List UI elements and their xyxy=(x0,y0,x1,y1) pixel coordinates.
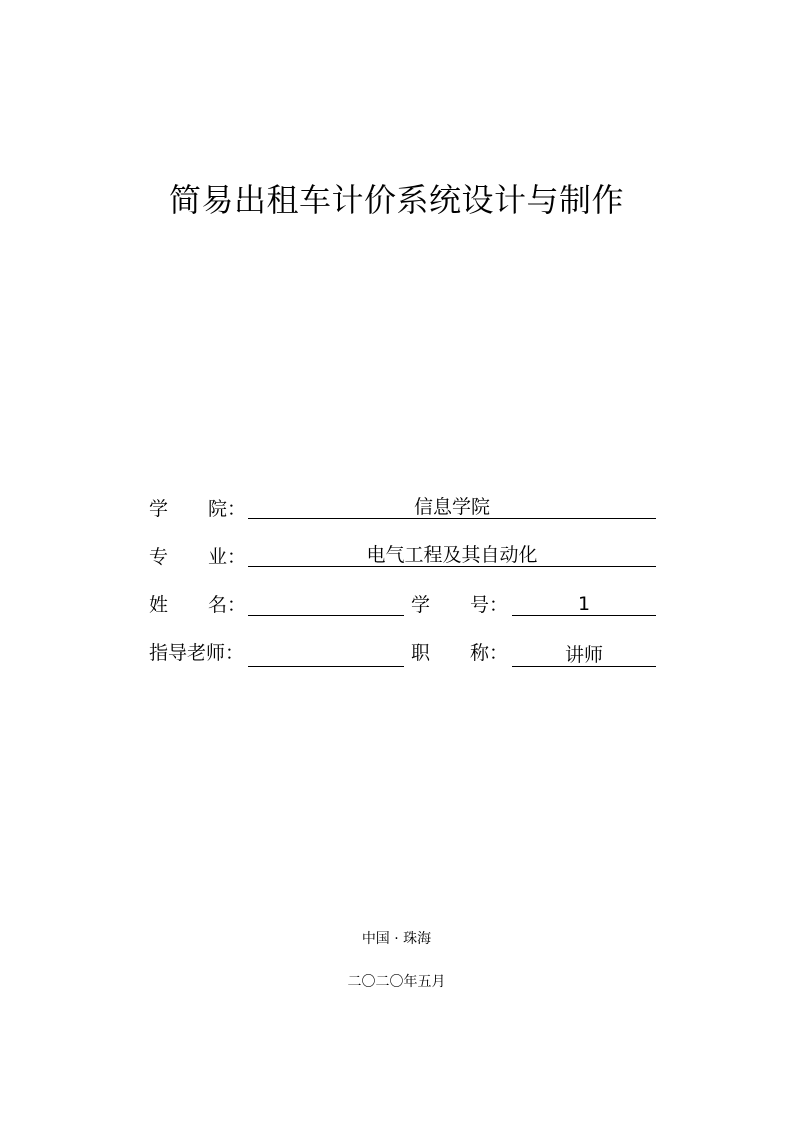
student-id-label-second: 号： xyxy=(470,594,509,616)
name-label-first: 姓 xyxy=(149,594,169,616)
major-label-second: 业： xyxy=(208,546,247,568)
advisor-field xyxy=(248,643,404,667)
footer-location: 中国 · 珠海 xyxy=(361,931,432,947)
major-field: 电气工程及其自动化 xyxy=(248,543,656,567)
college-label-first: 学 xyxy=(149,498,169,520)
advisor-label: 指导老师： xyxy=(149,642,245,664)
major-label-first: 专 xyxy=(149,546,169,568)
rank-label-first: 职 xyxy=(411,642,431,664)
name-label-second: 名： xyxy=(208,594,247,616)
rank-label-second: 称： xyxy=(470,642,509,664)
footer-date: 二〇二〇年五月 xyxy=(347,974,446,990)
name-field xyxy=(248,592,404,616)
document-title: 简易出租车计价系统设计与制作 xyxy=(168,181,624,219)
college-field: 信息学院 xyxy=(248,495,656,519)
college-label-second: 院： xyxy=(208,498,247,520)
rank-field: 讲师 xyxy=(512,643,656,667)
student-id-field: 1 xyxy=(512,592,656,616)
student-id-label-first: 学 xyxy=(411,594,431,616)
